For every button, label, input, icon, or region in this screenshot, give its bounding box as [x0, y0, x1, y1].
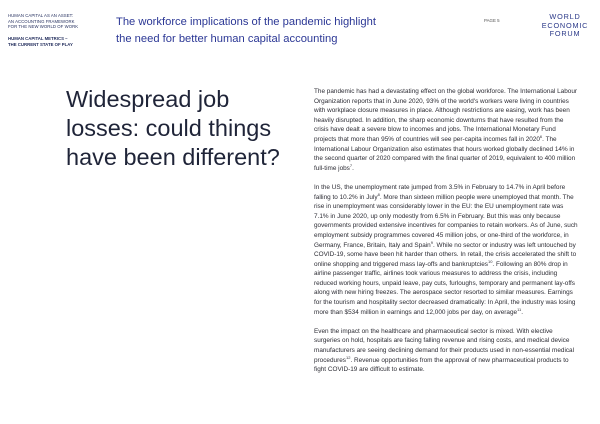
footnote-ref[interactable]: 11	[517, 306, 522, 312]
text-run: The pandemic has had a devastating effect on the global workforce. The International Labour Organization reports that in June 2020, 93% of the world's workers were living in countries with workplace closure measures in place. Although restrictions are easing, work has been heavily disrupted. In addition, the sharp economic downturns that have resulted from the crisis have dealt a severe blow to incomes and jobs. The International Monetary Fund projects that more than 95% of countries will see per-capita incomes fall in 2020	[314, 88, 578, 143]
text-run: .	[521, 308, 524, 316]
footnote-ref[interactable]: 8	[377, 191, 380, 197]
section-label-tail: THE CURRENT STATE OF PLAY	[8, 41, 73, 47]
paragraph-1	[314, 87, 578, 173]
document-title	[8, 13, 108, 30]
document-title-line: HUMAN CAPITAL AS AN ASSET:	[8, 13, 74, 18]
page-number: PAGE 5	[484, 18, 500, 23]
text-run: . More than sixteen million people were unemployed that month. The rise in unemployment was considerably lower in the EU: the EU unemployment rate was 7.1% in June 2020, up only modestly from 6.5% in February. But this was only because governments provided extensive incentives for companies to retain workers. As of June, such employment subsidy programmes covered 45 million jobs, or one-third of the workforce, in Germany, France, Britain, Italy and Spain	[314, 193, 578, 249]
text-run: .	[352, 164, 354, 172]
logo-line: ECONOMIC	[541, 20, 589, 30]
section-headline: Widespread job losses: could things have been different?	[66, 86, 280, 170]
paragraph-3	[314, 327, 578, 375]
text-run: . The International Labour Organization also estimates that hours worked globally declined 14% in the second quarter of 2020 compared with the final quarter of 2019, equivalent to 400 million full-time jobs	[314, 135, 576, 172]
footnote-ref[interactable]: 7	[349, 162, 353, 168]
document-title-line: AN ACCOUNTING FRAMEWORK	[8, 18, 75, 24]
footnote-ref[interactable]: 9	[430, 239, 433, 245]
page-header	[116, 14, 376, 48]
document-title-line: FOR THE NEW WORLD OF WORK	[8, 24, 79, 30]
page-header-line: The workforce implications of the pandemic highlight	[116, 16, 376, 28]
footnote-ref[interactable]: 12	[345, 354, 351, 360]
section-label-main: HUMAN CAPITAL METRICS –	[8, 36, 68, 41]
text-run: Even the impact on the healthcare and pharmaceutical sector is mixed. With elective surgeries on hold, hospitals are facing falling revenue and rising costs, and medical device manufacturers are seeing declining demand for their products used in non-essential medical procedures	[314, 327, 575, 364]
text-run: In the US, the unemployment rate jumped from 3.5% in February to 14.7% in April before falling to 10.2% in July	[314, 183, 566, 201]
paragraph-2	[314, 183, 578, 317]
page-header-line: the need for better human capital accounting	[116, 33, 338, 45]
footnote-ref[interactable]: 10	[487, 258, 493, 264]
wef-logo	[540, 13, 590, 39]
text-run: . Revenue opportunities from the approval of new pharmaceutical products to fight COVID-19 are difficult to estimate.	[314, 356, 569, 374]
text-run: . While no sector or industry was left untouched by COVID-19, some have been hit harder than others. In retail, the crisis accelerated the shift to online shopping and triggered mass lay-offs and bankruptcies	[314, 241, 577, 268]
logo-line: FORUM	[549, 29, 581, 39]
section-label	[8, 36, 108, 47]
body-text	[314, 87, 578, 384]
footnote-ref[interactable]: 6	[539, 133, 543, 139]
text-run: . Following an 80% drop in airline passenger traffic, airlines took various measures to address the crisis, including reduced working hours, unpaid leave, pay cuts, furloughs, temporary and permanent lay-offs along with new hiring freezes. The aerospace sector resorted to similar measures. Earnings for the tourism and hospitality sector decreased dramatically: In April, the industry was losing more than $534 million in earnings and 12,000 jobs per day, on average	[314, 260, 576, 316]
logo-line: WORLD	[549, 12, 581, 21]
